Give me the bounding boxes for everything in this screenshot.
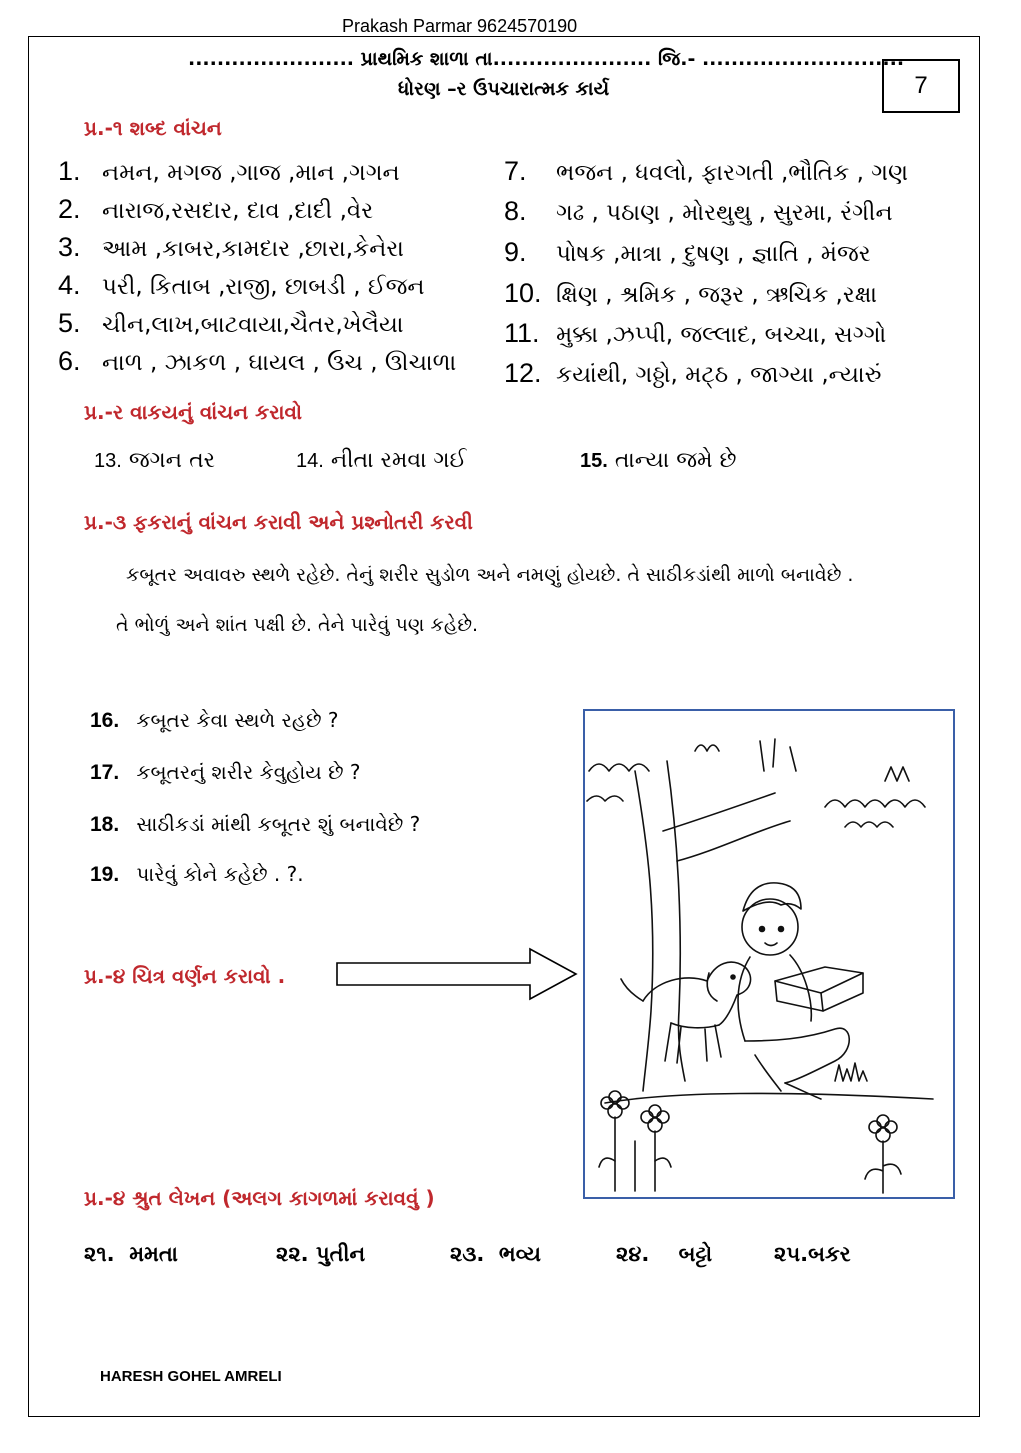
section3-title: પ્ર.-૩ ફકરાનું વાંચન કરાવી અને પ્રશ્નોતરી કરવી: [84, 510, 473, 534]
question-17: 17. કબૂતરનું શરીર કેવુહોય છે ?: [90, 760, 361, 784]
dictation-word-24: ૨૪. બટ્ટો: [616, 1242, 713, 1266]
section2-title: પ્ર.-ર વાકયનું વાંચન કરાવો: [84, 400, 302, 424]
word-row: 2. નારાજ,રસદાર, દાવ ,દાદી ,વેર: [58, 194, 374, 224]
word-row: 9. પોષક ,માત્રા , દુષણ , જ્ઞાતિ , મંજર: [504, 237, 871, 267]
section5-title: પ્ર.-૪ શ્રુત લેખન (અલગ કાગળમાં કરાવવું ): [84, 1186, 435, 1210]
footer-credit: HARESH GOHEL AMRELI: [100, 1368, 282, 1385]
boy-reading-under-tree-picture: [583, 709, 955, 1199]
section1-title: પ્ર.-૧ શબ્દ વાંચન: [84, 116, 222, 140]
word-row: 11. મુક્કા ,ઝપ્પી, જલ્લાદ, બચ્ચા, સગ્ગો: [504, 318, 887, 348]
dictation-word-25: ૨૫.બકર: [774, 1242, 851, 1266]
page-number-box: [882, 59, 960, 113]
word-row: 12. કયાંથી, ગઠ્ઠો, મટ્ઠ , જાગ્યા ,ન્યારું: [504, 358, 882, 388]
sentence-13: 13. જગન તર: [94, 448, 216, 473]
question-18: 18. સાઠીકડાં માંથી કબૂતર શું બનાવેછે ?: [90, 812, 421, 836]
subject-line: ધોરણ –ર ઉપચારાત્મક કાર્ય: [398, 78, 610, 100]
page-number: 7: [914, 72, 928, 99]
dictation-word-23: ૨૩. ભવ્ય: [450, 1242, 541, 1266]
school-line: ....................... પ્રાથમિક શાળા તા...................... જિ.- ............................: [188, 48, 905, 70]
word-row: 5. ચીન,લાખ,બાટવાયા,ચૈતર,ખેલૈયા: [58, 308, 404, 338]
word-row: 6. નાળ , ઝાકળ , ઘાયલ , ઉચ , ઊચાળા: [58, 346, 457, 376]
paragraph-line-2: તે ભોળું અને શાંત પક્ષી છે. તેને પારેવું પણ કહેછે.: [116, 614, 479, 636]
arrow-right-icon: [334, 946, 580, 1002]
word-row: 4. પરી, કિતાબ ,રાજી, છાબડી , ઈજન: [58, 270, 425, 300]
question-19: 19. પારેવું કોને કહેછે . ?.: [90, 862, 304, 886]
sentence-14: 14. નીતા રમવા ગઈ: [296, 448, 467, 473]
word-row: 7. ભજન , ધવલો, ફારગતી ,ભૌતિક , ગણ: [504, 156, 909, 186]
section4-title: પ્ર.-૪ ચિત્ર વર્ણન કરાવો .: [84, 964, 286, 988]
word-row: 10. ક્ષિણ , શ્રમિક , જરૂર , ઋચિક ,રક્ષા: [504, 278, 878, 308]
sentence-15: 15. તાન્યા જમે છે: [580, 448, 737, 473]
word-row: 3. આમ ,કાબર,કામદાર ,છારા,કેનેરા: [58, 232, 404, 262]
paragraph-line-1: કબૂતર અવાવરુ સ્થળે રહેછે. તેનું શરીર સુડોળ અને નમણું હોયછે. તે સાઠીકડાંથી માળો બનાવેછે .: [126, 564, 854, 586]
boy-with-dog-illustration: [585, 711, 953, 1197]
word-row: 8. ગઢ , પઠાણ , મોરથુથુ , સુરમા, રંગીન: [504, 196, 893, 226]
question-16: 16. કબૂતર કેવા સ્થળે રહછે ?: [90, 708, 339, 732]
dictation-word-21: ૨૧. મમતા: [84, 1242, 178, 1266]
word-row: 1. નમન, મગજ ,ગાજ ,માન ,ગગન: [58, 156, 400, 186]
dictation-word-22: ૨૨. પુતીન: [276, 1242, 366, 1266]
author-line: Prakash Parmar 9624570190: [342, 16, 578, 36]
